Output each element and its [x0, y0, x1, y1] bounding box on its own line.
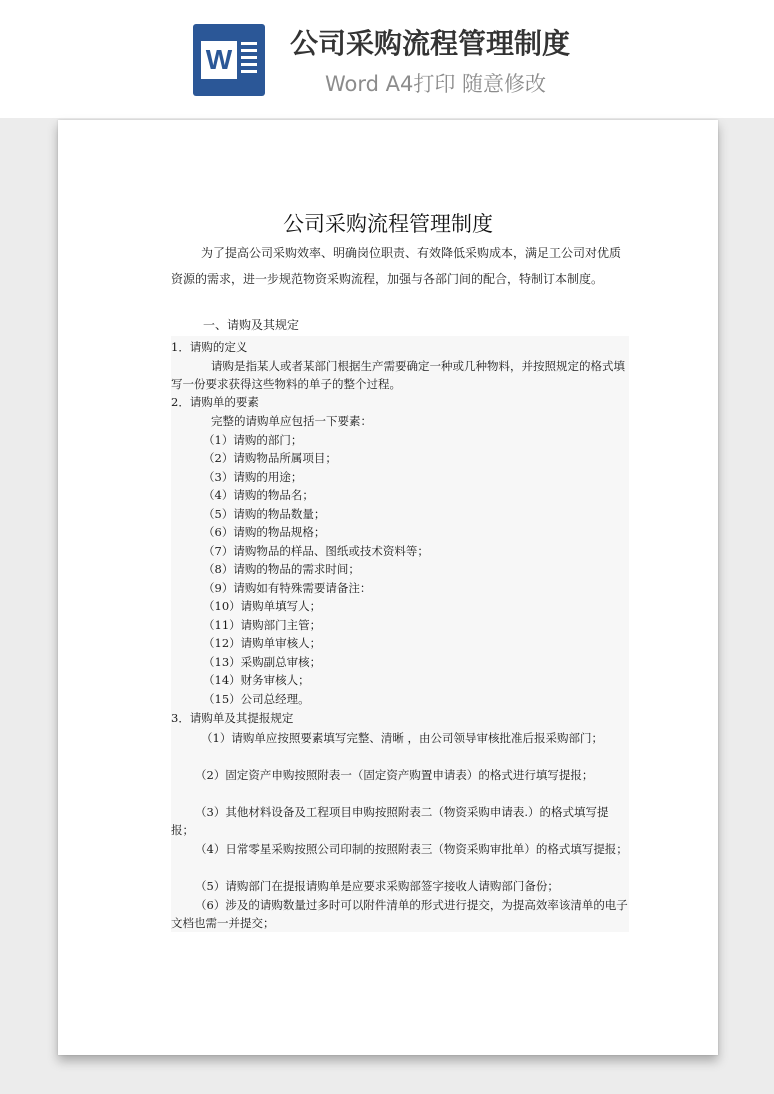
list-item: （13）采购副总审核； [203, 655, 322, 669]
subsection-heading: 3．请购单及其提报规定 [171, 711, 294, 725]
word-icon [193, 24, 265, 96]
subsection-heading: 2．请购单的要素 [171, 395, 259, 409]
document-page [58, 120, 718, 1055]
list-item: （5）请购的物品数量； [203, 507, 326, 521]
definition-paragraph: 请购是指某人或者某部门根据生产需要确定一种或几种物料，并按照规定的格式填写一份要求获得这些物料的单子的整个过程。 [171, 359, 625, 391]
list-item: （12）请购单审核人； [203, 636, 322, 650]
list-item: （9）请购如有特殊需要请备注： [203, 581, 372, 595]
list-item: （6）请购的物品规格； [203, 525, 326, 539]
rule-paragraph: （6）涉及的请购数量过多时可以附件清单的形式进行提交，为提高效率该清单的电子文档也需一并提交； [171, 898, 628, 930]
banner-title: 公司采购流程管理制度 [290, 27, 571, 60]
rule-paragraph: （3）其他材料设备及工程项目申购按照附表二（物资采购申请表.）的格式填写提报； [171, 805, 609, 837]
rule-paragraph: （5）请购部门在提报请购单是应要求采购部签字接收人请购部门备份； [195, 879, 559, 893]
banner [0, 0, 774, 118]
subsection-heading: 1．请购的定义 [171, 340, 248, 354]
list-item: （3）请购的用途； [203, 470, 303, 484]
rule-paragraph: （2）固定资产申购按照附表一（固定资产购置申请表）的格式进行填写提报； [195, 768, 594, 782]
list-item: （4）请购的物品名； [203, 488, 314, 502]
document-title: 公司采购流程管理制度 [283, 212, 493, 236]
banner-subtitle: Word A4打印 随意修改 [325, 72, 547, 96]
rule-paragraph: （1）请购单应按照要素填写完整、清晰 ，由公司领导审核批准后报采购部门； [201, 731, 603, 745]
list-item: （14）财务审核人； [203, 673, 310, 687]
list-item: （2）请购物品所属项目； [203, 451, 337, 465]
word-logo-lines [241, 42, 257, 77]
intro-paragraph: 为了提高公司采购效率、明确岗位职责、有效降低采购成本，满足工公司对优质资源的需求，进一步规范物资采购流程，加强与各部门间的配合，特制订本制度。 [171, 246, 622, 286]
word-logo-letter: W [201, 41, 237, 79]
section-heading: 一、请购及其规定 [203, 318, 300, 332]
list-item: （7）请购物品的样品、图纸或技术资料等； [203, 544, 429, 558]
list-item: （10）请购单填写人； [203, 599, 322, 613]
list-item: （8）请购的物品的需求时间； [203, 562, 360, 576]
rule-paragraph: （4）日常零星采购按照公司印制的按照附表三（物资采购审批单）的格式填写提报； [195, 842, 628, 856]
elements-intro: 完整的请购单应包括一下要素： [211, 414, 372, 428]
list-item: （1）请购的部门； [203, 433, 303, 447]
list-item: （11）请购部门主管； [203, 618, 322, 632]
list-item: （15）公司总经理。 [203, 692, 310, 706]
